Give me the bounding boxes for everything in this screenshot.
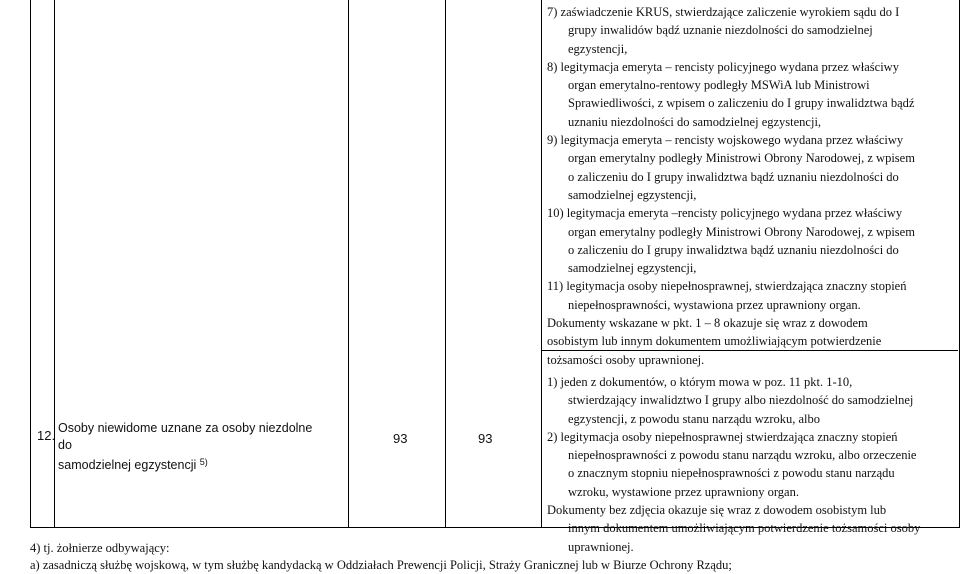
column-divider — [445, 0, 446, 527]
row-description — [58, 420, 318, 474]
text-line: osobistym lub innym dokumentem umożliwiającym potwierdzenie — [547, 334, 882, 349]
text-line: Dokumenty wskazane w pkt. 1 – 8 okazuje się wraz z dowodem — [547, 316, 868, 331]
text-line: 10) legitymacja emeryta –rencisty policyjnego wydana przez właściwy — [547, 206, 903, 221]
text-line: organ emerytalno-rentowy podległy MSWiA lub Ministrowi — [568, 78, 870, 93]
text-line: egzystencji, — [568, 41, 628, 56]
column-divider — [54, 0, 55, 527]
text-line: tożsamości osoby uprawnionej. — [547, 352, 705, 367]
text-line: uprawnionej. — [568, 539, 634, 554]
text-line: 7) zaświadczenie KRUS, stwierdzające zaliczenie wyrokiem sądu do I — [547, 5, 900, 19]
text-line: Dokumenty bez zdjęcia okazuje się wraz z dowodem osobistym lub — [547, 503, 887, 518]
text-line: niepełnosprawności z powodu stanu narządu wzroku, albo orzeczenie — [568, 448, 917, 463]
text-line: samodzielnej egzystencji, — [568, 261, 697, 276]
footnote-reference: 5) — [199, 457, 208, 467]
text-line: 1) jeden z dokumentów, o którym mowa w poz. 11 pkt. 1-10, — [547, 374, 853, 389]
text-line: innym dokumentem umożliwiającym potwierdzenie tożsamości osoby — [568, 521, 921, 536]
list-item-7 — [547, 3, 952, 58]
text-line: 9) legitymacja emeryta – rencisty wojskowego wydana przez właściwy — [547, 133, 904, 148]
description-line-2 — [58, 454, 318, 474]
footnote-line: 4) tj. żołnierze odbywający: — [30, 541, 170, 555]
note-paragraph — [547, 314, 952, 369]
text-line: o zaliczeniu do I grupy inwalidztwa bądź uznaniu niezdolności do — [568, 169, 899, 184]
value-cell-2: 93 — [478, 431, 493, 446]
text-line: samodzielnej egzystencji, — [568, 187, 697, 202]
text-line: uznaniu niezdolności do samodzielnej egzystencji, — [568, 114, 822, 129]
documents-list — [547, 3, 952, 556]
description-text: samodzielnej egzystencji — [58, 458, 197, 472]
row-number: 12. — [37, 428, 56, 443]
text-line: egzystencji, z powodu stanu narządu wzroku, albo — [568, 411, 821, 426]
list-item-2 — [547, 428, 952, 501]
value-cell-1: 93 — [393, 431, 408, 446]
text-line: grupy inwalidów bądź uznanie niezdolności do samodzielnej — [568, 23, 873, 38]
description-line: Osoby niewidome uznane za osoby niezdolne do — [58, 421, 313, 452]
list-item-8 — [547, 58, 952, 131]
text-line: niepełnosprawności, wystawiona przez uprawniony organ. — [568, 297, 861, 312]
text-line: o znacznym stopniu niepełnosprawności z powodu stanu narządu — [568, 466, 895, 481]
text-line: stwierdzający inwalidztwo I grupy albo niezdolność do samodzielnej — [568, 393, 914, 408]
list-item-11 — [547, 277, 952, 314]
footnote — [30, 540, 732, 574]
text-line: o zaliczeniu do I grupy inwalidztwa bądź uznaniu niezdolności do — [568, 242, 899, 257]
text-line: 2) legitymacja osoby niepełnosprawnej stwierdzająca znaczny stopień — [547, 429, 898, 444]
list-item-10 — [547, 204, 952, 277]
column-divider — [541, 0, 542, 527]
list-item-1 — [547, 373, 952, 428]
footnote-line: a) zasadniczą służbę wojskową, w tym służbę kandydacką w Oddziałach Prewencji Policji, Straży Granicznej lub w Biurze Ochrony Rządu; — [30, 558, 732, 572]
text-line: Sprawiedliwości, z wpisem o zaliczeniu do I grupy inwalidztwa bądź — [568, 96, 915, 111]
text-line: organ emerytalny podległy Ministrowi Obrony Narodowej, z wpisem — [568, 224, 915, 239]
text-line: 11) legitymacja osoby niepełnosprawnej, stwierdzająca znaczny stopień — [547, 279, 907, 294]
text-line: 8) legitymacja emeryta – rencisty policyjnego wydana przez właściwy — [547, 59, 899, 74]
text-line: organ emerytalny podległy Ministrowi Obrony Narodowej, z wpisem — [568, 151, 915, 166]
column-divider — [348, 0, 349, 527]
text-line: wzroku, wystawione przez uprawniony organ. — [568, 484, 799, 499]
list-item-9 — [547, 131, 952, 204]
